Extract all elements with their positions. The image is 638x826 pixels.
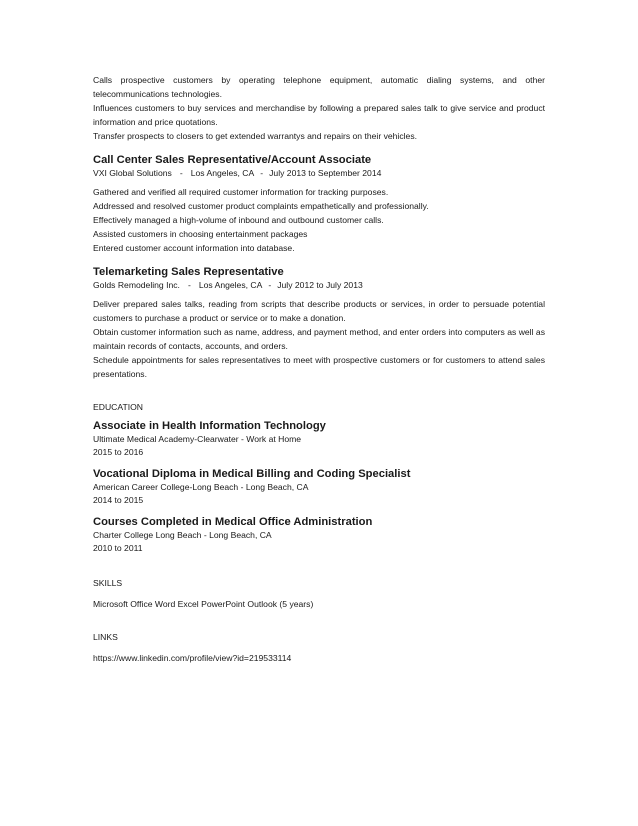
education-entry xyxy=(93,419,545,459)
bullet-line: Entered customer account information into database. xyxy=(93,243,295,253)
job-location: Los Angeles, CA xyxy=(190,168,255,178)
skills-heading: SKILLS xyxy=(93,578,123,588)
bullet-line: Assisted customers in choosing entertainment packages xyxy=(93,229,308,239)
bullet-line: Deliver prepared sales talks, reading from scripts that describe products or services, in order to persuade potential customers to purchase a product or service or to make a donation. xyxy=(93,299,545,323)
job-dates: July 2012 to July 2013 xyxy=(277,280,363,290)
job-dates: July 2013 to September 2014 xyxy=(269,168,382,178)
job-bullets xyxy=(93,185,545,255)
skills-text: Microsoft Office Word Excel PowerPoint Outlook (5 years) xyxy=(93,599,314,609)
school-name: American Career College-Long Beach - Long Beach, CA xyxy=(93,482,309,492)
bullet-line: Transfer prospects to closers to get extended warrantys and repairs on their vehicles. xyxy=(93,131,418,141)
job-meta xyxy=(93,279,545,292)
job-title: Telemarketing Sales Representative xyxy=(93,266,284,278)
job-location: Los Angeles, CA xyxy=(198,280,263,290)
bullet-line: Schedule appointments for sales representatives to meet with prospective customers or for customers to attend sales presentations. xyxy=(93,355,545,379)
degree-title: Associate in Health Information Technology xyxy=(93,420,326,432)
education-entry xyxy=(93,515,545,555)
job-company: Golds Remodeling Inc. xyxy=(93,280,180,290)
meta-separator: - xyxy=(268,280,272,290)
school-name: Charter College Long Beach - Long Beach, CA xyxy=(93,530,272,540)
links-heading: LINKS xyxy=(93,632,118,642)
degree-title: Vocational Diploma in Medical Billing and Coding Specialist xyxy=(93,468,411,480)
bullet-line: Obtain customer information such as name, address, and payment method, and enter orders into computers as well as maintain records of contacts, accounts, and orders. xyxy=(93,327,545,351)
resume-content xyxy=(93,73,545,665)
bullet-line: Influences customers to buy services and merchandise by following a prepared sales talk to give service and product information and price quotations. xyxy=(93,103,545,127)
meta-separator: - xyxy=(187,280,191,290)
education-entry xyxy=(93,467,545,507)
meta-separator: - xyxy=(260,168,264,178)
job-entry-telemarketing xyxy=(93,265,545,381)
education-dates: 2010 to 2011 xyxy=(93,543,143,553)
education-dates: 2014 to 2015 xyxy=(93,495,144,505)
education-dates: 2015 to 2016 xyxy=(93,447,144,457)
linkedin-link[interactable]: https://www.linkedin.com/profile/view?id=219533114 xyxy=(93,653,292,663)
school-name: Ultimate Medical Academy-Clearwater - Work at Home xyxy=(93,434,302,444)
degree-title: Courses Completed in Medical Office Administration xyxy=(93,516,373,528)
job-entry-call-center xyxy=(93,153,545,255)
bullet-line: Gathered and verified all required customer information for tracking purposes. xyxy=(93,187,389,197)
job-company: VXI Global Solutions xyxy=(93,168,172,178)
bullet-line: Calls prospective customers by operating telephone equipment, automatic dialing systems, and other telecommunications technologies. xyxy=(93,75,545,99)
job-meta xyxy=(93,167,545,180)
job-title: Call Center Sales Representative/Account Associate xyxy=(93,154,372,166)
bullet-line: Effectively managed a high-volume of inbound and outbound customer calls. xyxy=(93,215,384,225)
previous-job-bullets xyxy=(93,73,545,143)
meta-separator: - xyxy=(179,168,183,178)
job-bullets xyxy=(93,297,545,381)
education-heading: EDUCATION xyxy=(93,402,143,412)
bullet-line: Addressed and resolved customer product complaints empathetically and professionally. xyxy=(93,201,429,211)
